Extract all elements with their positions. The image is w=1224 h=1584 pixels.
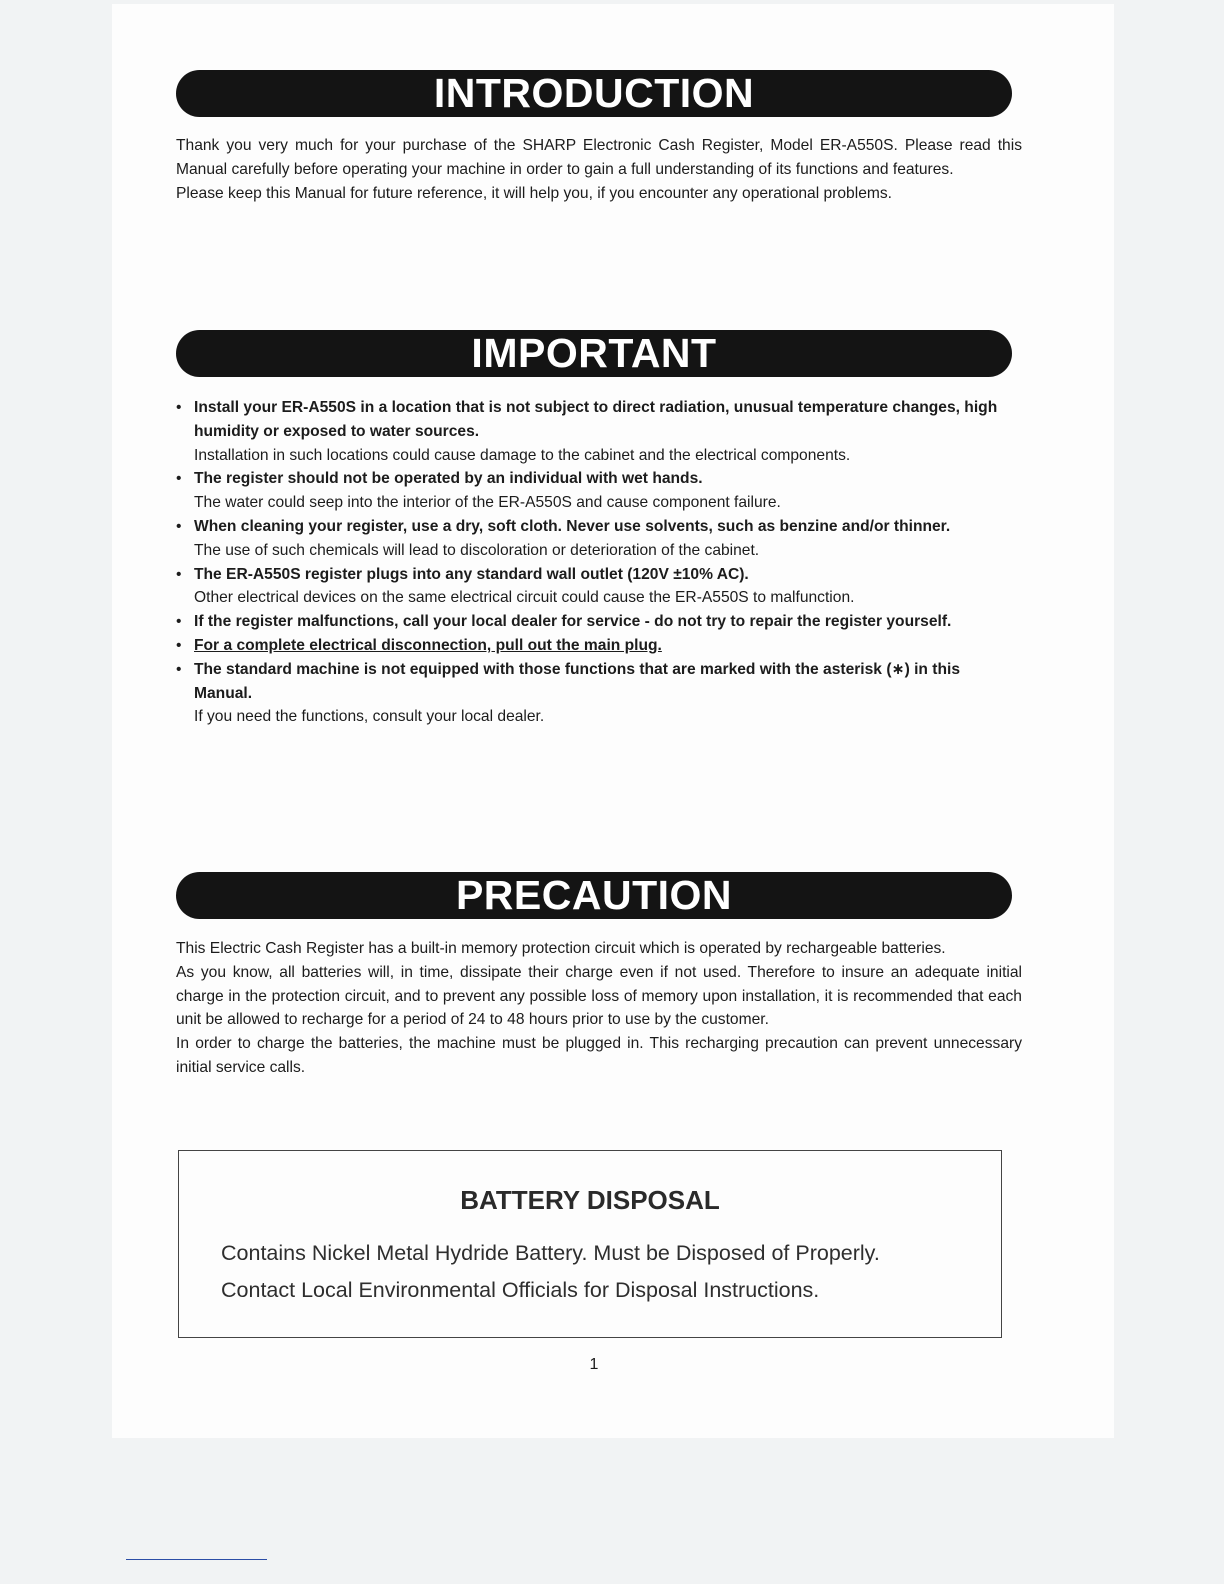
- list-item: [176, 467, 1022, 515]
- item-note: The use of such chemicals will lead to discoloration or deterioration of the cabinet.: [194, 541, 760, 559]
- introduction-paragraph: Please keep this Manual for future reference, it will help you, if you encounter any operational problems.: [176, 184, 892, 202]
- precaution-heading-bar: [176, 872, 1012, 919]
- item-note: If you need the functions, consult your local dealer.: [194, 708, 545, 726]
- list-item: [176, 634, 1022, 658]
- item-heading: If the register malfunctions, call your local dealer for service - do not try to repair the register yourself.: [194, 613, 952, 631]
- bullet: •: [176, 613, 182, 631]
- list-item: [176, 563, 1022, 611]
- battery-disposal-line: Contact Local Environmental Officials for Disposal Instructions.: [221, 1278, 820, 1302]
- important-list: [176, 396, 1022, 729]
- precaution-text: [176, 937, 1022, 1080]
- battery-disposal-title: BATTERY DISPOSAL: [460, 1185, 720, 1215]
- introduction-text: [176, 134, 1022, 205]
- list-item: [176, 658, 1022, 729]
- battery-disposal-line: Contains Nickel Metal Hydride Battery. Must be Disposed of Properly.: [221, 1241, 880, 1265]
- precaution-paragraph: In order to charge the batteries, the machine must be plugged in. This recharging precaution can prevent unnecessary initial service calls.: [176, 1035, 1022, 1076]
- item-note: Installation in such locations could cause damage to the cabinet and the electrical components.: [194, 446, 851, 464]
- precaution-heading: PRECAUTION: [455, 872, 733, 918]
- item-heading: When cleaning your register, use a dry, soft cloth. Never use solvents, such as benzine and/or thinner.: [194, 517, 951, 535]
- item-note: The water could seep into the interior of the ER-A550S and cause component failure.: [194, 494, 781, 512]
- item-heading: The ER-A550S register plugs into any standard wall outlet (120V ±10% AC).: [194, 565, 749, 583]
- battery-disposal-box: [178, 1150, 1002, 1338]
- list-item: [176, 396, 1022, 467]
- bullet: •: [176, 660, 182, 678]
- bullet: •: [176, 636, 182, 654]
- precaution-paragraph: This Electric Cash Register has a built-in memory protection circuit which is operated by rechargeable batteries.: [176, 940, 946, 957]
- list-item: [176, 515, 1022, 563]
- page-number: 1: [589, 1356, 599, 1373]
- item-note: Other electrical devices on the same electrical circuit could cause the ER-A550S to malfunction.: [194, 589, 855, 607]
- item-heading: The standard machine is not equipped with those functions that are marked with the asterisk (∗) in this Manual.: [194, 660, 961, 702]
- bullet: •: [176, 399, 182, 416]
- item-heading: The register should not be operated by an individual with wet hands.: [194, 470, 703, 488]
- bottom-rule: [126, 1559, 267, 1560]
- list-item: [176, 610, 1022, 634]
- introduction-paragraph: Thank you very much for your purchase of the SHARP Electronic Cash Register, Model ER-A550S. Please read this Manual carefully before operating your machine in order to gain a full understanding of its functions and features.: [176, 137, 1022, 178]
- introduction-heading: INTRODUCTION: [433, 70, 755, 116]
- important-heading-bar: [176, 330, 1012, 377]
- bullet: •: [176, 565, 182, 583]
- bullet: •: [176, 517, 182, 535]
- bullet: •: [176, 470, 182, 488]
- important-heading: IMPORTANT: [471, 330, 717, 376]
- introduction-heading-bar: [176, 70, 1012, 117]
- item-heading-underlined: For a complete electrical disconnection, pull out the main plug.: [194, 636, 662, 654]
- precaution-paragraph: As you know, all batteries will, in time, dissipate their charge even if not used. Therefore to insure an adequate initial charge in the protection circuit, and to prevent any possible loss of memory upon installation, it is recommended that each unit be allowed to recharge for a period of 24 to 48 hours prior to use by the customer.: [176, 963, 1022, 1029]
- item-heading: Install your ER-A550S in a location that is not subject to direct radiation, unusual temperature changes, high humidity or exposed to water sources.: [194, 399, 998, 440]
